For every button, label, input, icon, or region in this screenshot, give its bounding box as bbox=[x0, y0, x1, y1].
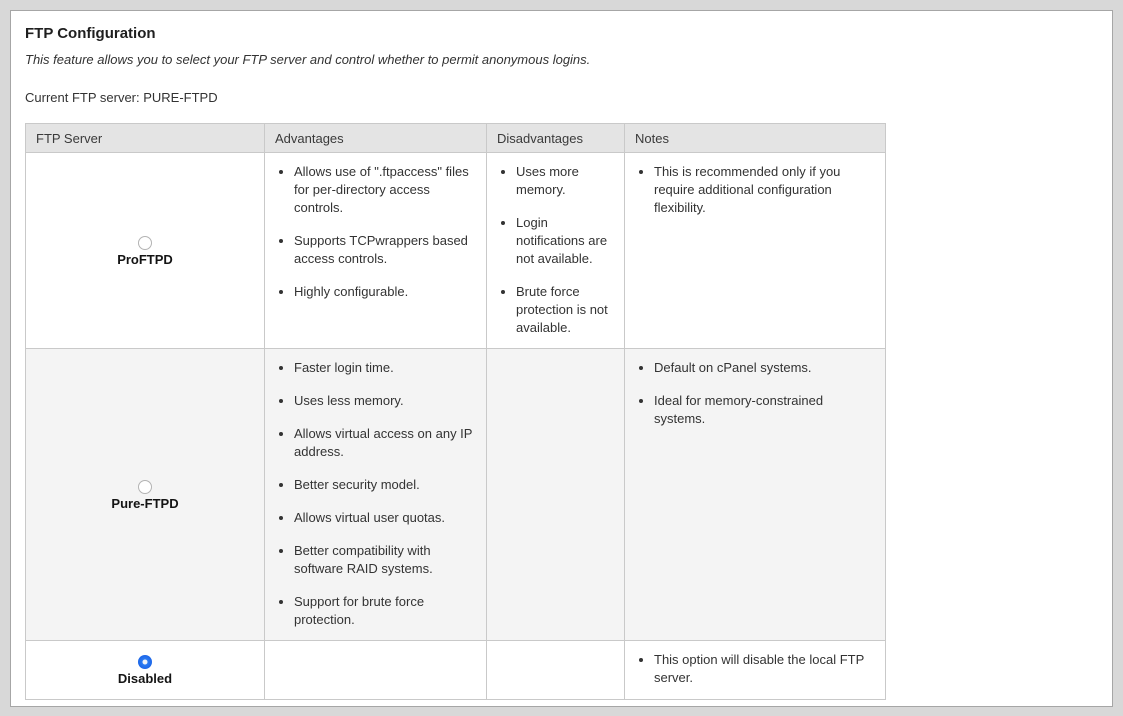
disabled-server-cell bbox=[26, 641, 265, 700]
disadvantage-item: • Brute force protection is not available. bbox=[516, 283, 614, 337]
advantage-item: • Better security model. bbox=[294, 476, 476, 494]
advantage-item: • Allows use of ".ftpaccess" files for per-directory access controls. bbox=[294, 163, 476, 217]
column-header-disadvantages: Disadvantages bbox=[487, 124, 625, 153]
pure-ftpd-disadvantages-cell bbox=[487, 349, 625, 641]
table-row-pure-ftpd bbox=[26, 349, 886, 641]
note-item: • This is recommended only if you require additional configuration flexibility. bbox=[654, 163, 875, 217]
note-item: • Default on cPanel systems. bbox=[654, 359, 875, 377]
proftpd-server-cell bbox=[26, 153, 265, 349]
advantage-item: • Supports TCPwrappers based access controls. bbox=[294, 232, 476, 268]
proftpd-notes-cell bbox=[625, 153, 886, 349]
pure-ftpd-notes-cell bbox=[625, 349, 886, 641]
note-item: • This option will disable the local FTP server. bbox=[654, 651, 875, 687]
disabled-label[interactable]: Disabled bbox=[117, 671, 173, 687]
advantage-item: • Better compatibility with software RAID systems. bbox=[294, 542, 476, 578]
proftpd-advantages-cell bbox=[265, 153, 487, 349]
table-row-proftpd bbox=[26, 153, 886, 349]
advantage-item: • Faster login time. bbox=[294, 359, 476, 377]
page-description: This feature allows you to select your FTP server and control whether to permit anonymous logins. bbox=[25, 52, 591, 67]
proftpd-disadvantages-cell bbox=[487, 153, 625, 349]
disabled-notes-cell bbox=[625, 641, 886, 700]
ftp-server-table bbox=[25, 123, 886, 700]
disadvantage-item: • Uses more memory. bbox=[516, 163, 614, 199]
disabled-disadvantages-cell bbox=[487, 641, 625, 700]
advantage-item: • Allows virtual user quotas. bbox=[294, 509, 476, 527]
content-panel bbox=[10, 10, 1113, 707]
pure-ftpd-advantages-cell bbox=[265, 349, 487, 641]
disabled-advantages-cell bbox=[265, 641, 487, 700]
page-title: FTP Configuration bbox=[25, 25, 156, 42]
advantage-item: • Highly configurable. bbox=[294, 283, 476, 301]
column-header-ftp-server: FTP Server bbox=[26, 124, 265, 153]
table-header-row bbox=[26, 124, 886, 153]
disabled-radio[interactable] bbox=[138, 655, 152, 669]
column-header-notes: Notes bbox=[625, 124, 886, 153]
disadvantage-item: • Login notifications are not available. bbox=[516, 214, 614, 268]
pure-ftpd-server-cell bbox=[26, 349, 265, 641]
current-ftp-server: Current FTP server: PURE-FTPD bbox=[25, 90, 218, 105]
advantage-item: • Uses less memory. bbox=[294, 392, 476, 410]
proftpd-radio[interactable] bbox=[138, 236, 152, 250]
pure-ftpd-label[interactable]: Pure-FTPD bbox=[111, 495, 179, 511]
advantage-item: • Allows virtual access on any IP address. bbox=[294, 425, 476, 461]
pure-ftpd-radio[interactable] bbox=[138, 480, 152, 494]
advantage-item: • Support for brute force protection. bbox=[294, 593, 476, 629]
table-row-disabled bbox=[26, 641, 886, 700]
column-header-advantages: Advantages bbox=[265, 124, 487, 153]
proftpd-label[interactable]: ProFTPD bbox=[117, 251, 173, 267]
note-item: • Ideal for memory-constrained systems. bbox=[654, 392, 875, 428]
